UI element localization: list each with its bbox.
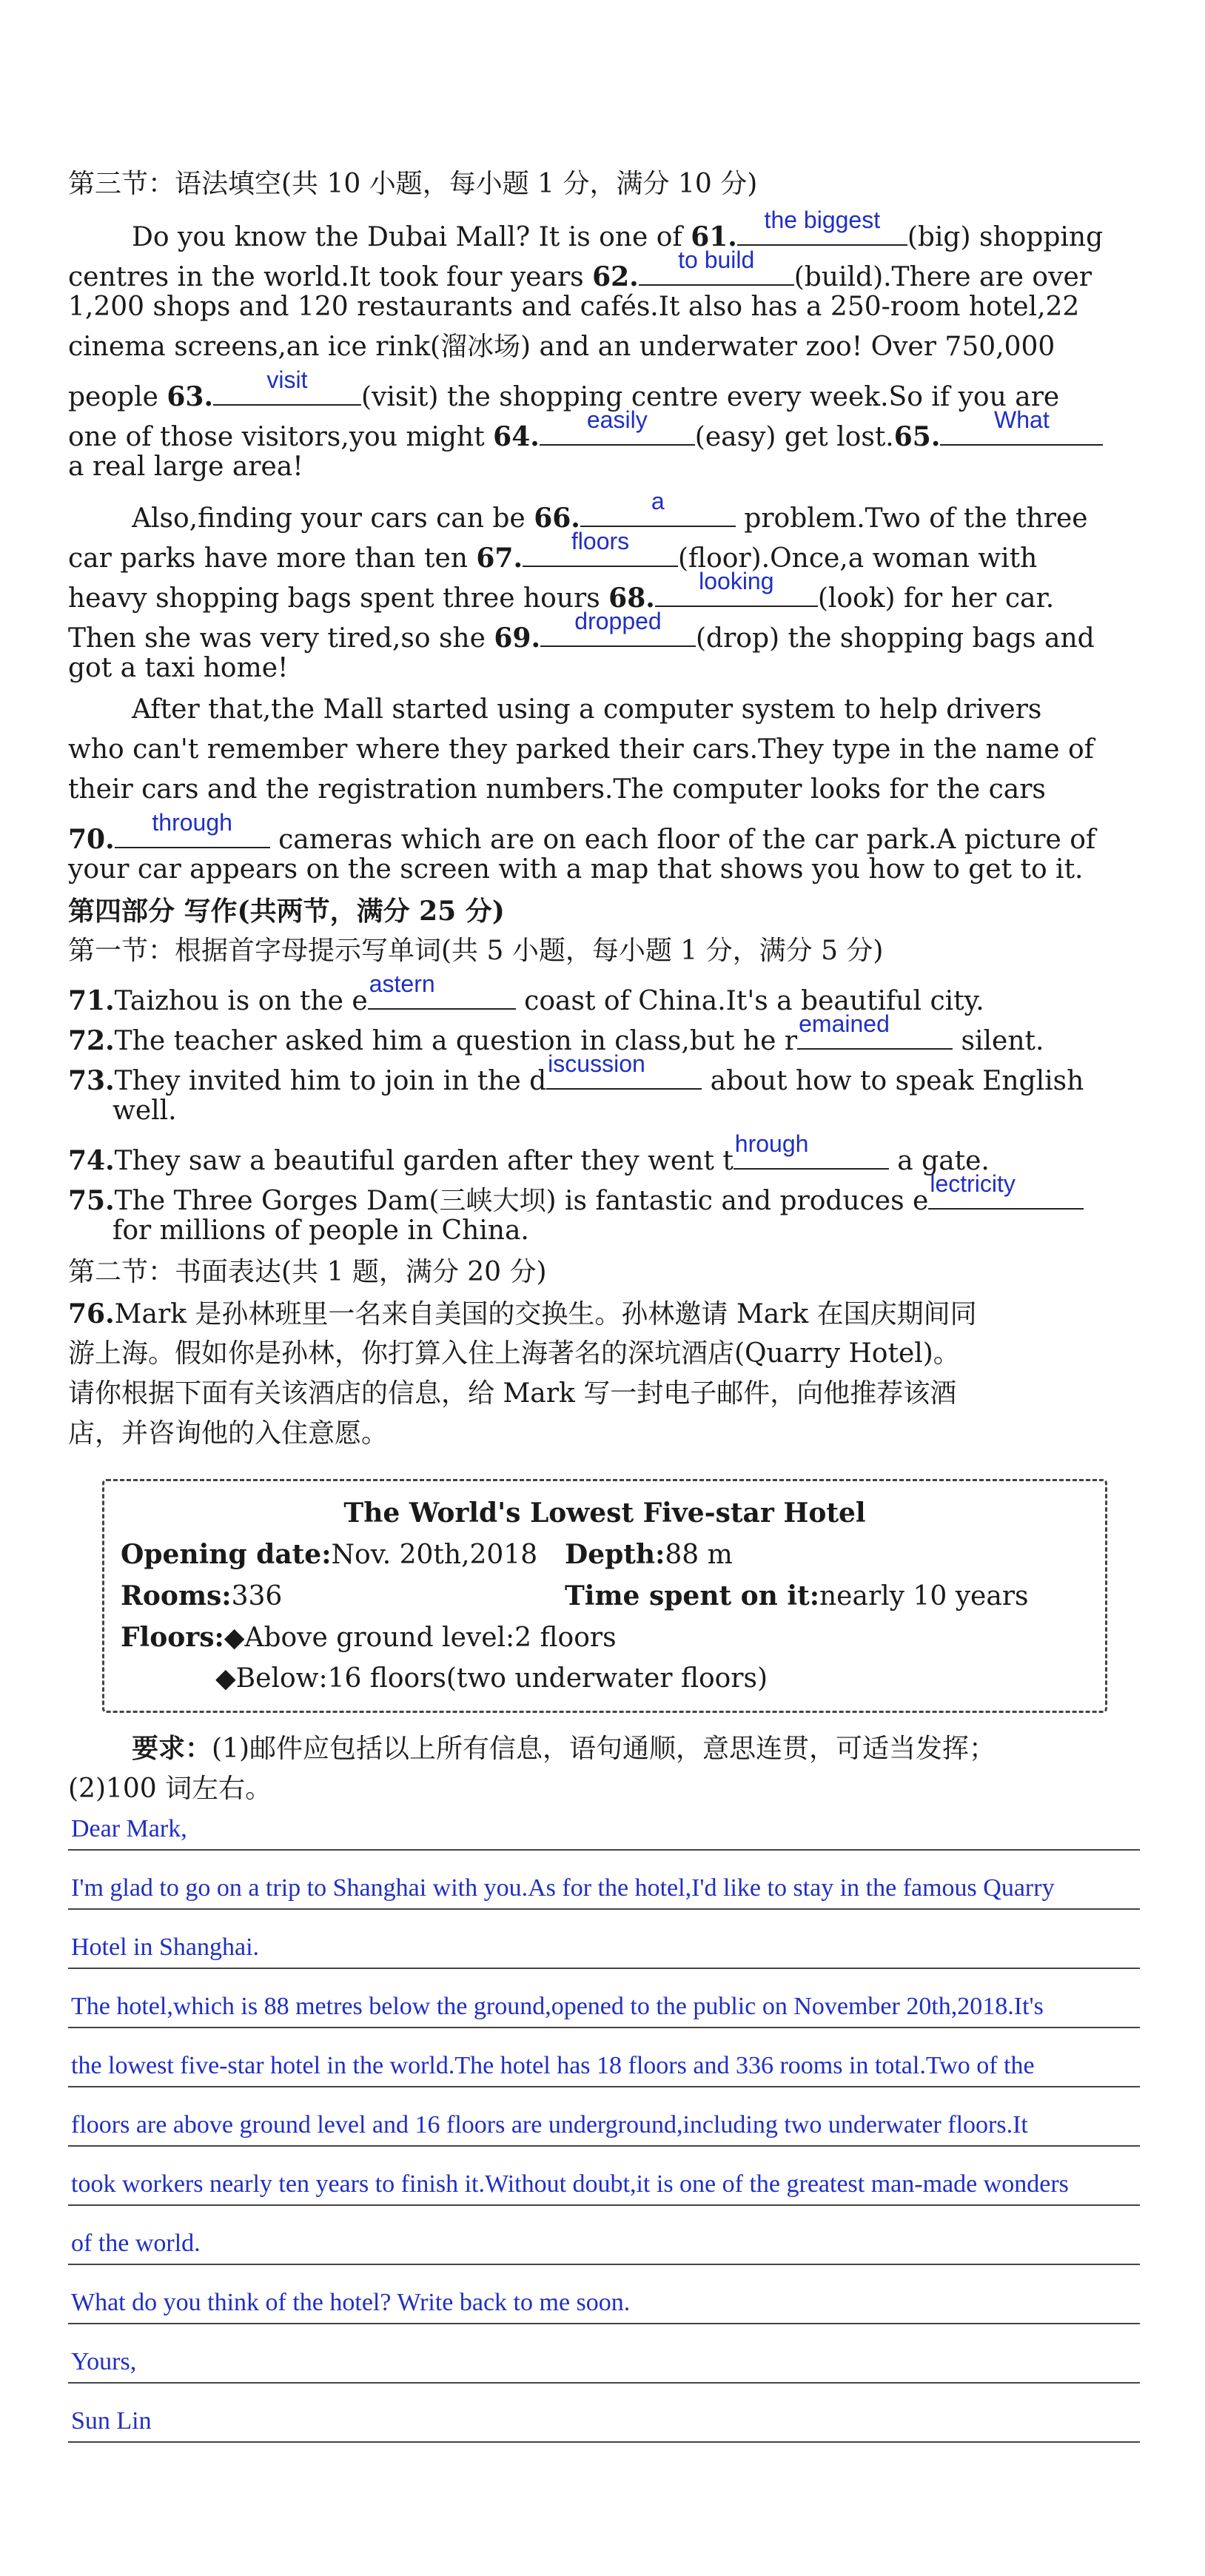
p1-line7: a real large area! [68,452,303,482]
hotel-floors-below: ◆Below:16 floors(two underwater floors) [215,1663,768,1694]
p3-line4: 70. through cameras which are on each floor of the car park.A picture of [68,809,1096,855]
essay-line-9[interactable]: What do you think of the hotel? Write back to me soon. [68,2265,1140,2324]
p1-line6: one of those visitors,you might 64. easily (easy) get lost.65. What [68,407,1103,457]
item-75-cont: for millions of people in China. [113,1215,529,1246]
p1-line4: cinema screens,an ice rink(溜冰场) and an underwater zoo! Over 750,000 [68,332,1055,362]
blank-65[interactable]: What [940,407,1103,446]
q76-line2: 游上海。假如你是孙林，你打算入住上海著名的深坑酒店(Quarry Hotel)。 [68,1338,960,1369]
requirements-line2: (2)100 词左右。 [68,1774,272,1804]
hotel-depth: Depth:88 m [565,1539,733,1570]
p2-line5: got a taxi home! [68,653,289,683]
p1-line3: 1,200 shops and 120 restaurants and cafés.It also has a 250-room hotel,22 [68,292,1080,322]
blank-68[interactable]: looking [655,568,818,607]
section3-heading: 第三节：语法填空(共 10 小题，每小题 1 分，满分 10 分) [68,169,758,199]
essay-line-6[interactable]: floors are above ground level and 16 floors are underground,including two underwater floors.It [68,2087,1140,2147]
hotel-info-box [102,1479,1107,1713]
hotel-time-spent: Time spent on it:nearly 10 years [565,1580,1029,1611]
p3-line5: your car appears on the screen with a map that shows you how to get to it. [68,854,1084,885]
p3-line3: their cars and the registration numbers.The computer looks for the cars [68,774,1046,805]
item-73-cont: well. [113,1096,177,1126]
item-74: 74.They saw a beautiful garden after they went t hrough a gate. [68,1130,990,1176]
blank-69[interactable]: dropped [540,608,696,647]
item-71: 71.Taizhou is on the e astern coast of China.It's a beautiful city. [68,970,984,1016]
p2-line2: car parks have more than ten 67. floors (floor).Once,a woman with [68,528,1038,574]
hotel-opening-date: Opening date:Nov. 20th,2018 [121,1539,538,1570]
item-72: 72.The teacher asked him a question in class,but he r emained silent. [68,1010,1044,1056]
requirements-line1: 要求：(1)邮件应包括以上所有信息，语句通顺，意思连贯，可适当发挥； [132,1733,996,1764]
blank-63[interactable]: visit [213,367,361,406]
hotel-box-title: The World's Lowest Five-star Hotel [343,1497,866,1529]
essay-line-2[interactable]: I'm glad to go on a trip to Shanghai with you.As for the hotel,I'd like to stay in the famous Quarry [68,1851,1140,1910]
essay-line-8[interactable]: of the world. [68,2206,1140,2265]
blank-73[interactable]: iscussion [546,1051,702,1090]
hotel-floors-above: Floors:◆Above ground level:2 floors [121,1622,617,1653]
essay-line-4[interactable]: The hotel,which is 88 metres below the ground,opened to the public on November 20th,2018.It's [68,1969,1140,2028]
essay-line-10[interactable]: Yours, [68,2324,1140,2384]
essay-line-7[interactable]: took workers nearly ten years to finish it.Without doubt,it is one of the greatest man-made wonders [68,2147,1140,2206]
hotel-rooms: Rooms:336 [121,1580,283,1611]
blank-72[interactable]: emained [797,1011,953,1050]
essay-line-3[interactable]: Hotel in Shanghai. [68,1910,1140,1969]
blank-67[interactable]: floors [523,529,678,567]
essay-line-11[interactable]: Sun Lin [68,2384,1140,2443]
p2-line1: Also,finding your cars can be 66. a problem.Two of the three [132,488,1088,534]
blank-70[interactable]: through [115,810,270,848]
p1-line2: centres in the world.It took four years 62. to build (build).There are over [68,246,1092,292]
p2-line3: heavy shopping bags spent three hours 68. looking (look) for her car. [68,568,1055,614]
blank-74[interactable]: hrough [734,1131,889,1170]
q76-line4: 店，并咨询他的入住意愿。 [68,1418,389,1449]
p1-line1: Do you know the Dubai Mall? It is one of 61. the biggest (big) shopping [132,207,1104,252]
part4-sec1-heading: 第一节：根据首字母提示写单词(共 5 小题，每小题 1 分，满分 5 分) [68,936,884,966]
p2-line4: Then she was very tired,so she 69. dropped (drop) the shopping bags and [68,608,1095,654]
p3-line2: who can't remember where they parked their cars.They type in the name of [68,734,1094,765]
blank-75[interactable]: lectricity [928,1171,1084,1210]
blank-66[interactable]: a [580,489,736,527]
blank-71[interactable]: astern [368,971,516,1010]
essay-line-1[interactable]: Dear Mark, [68,1791,1140,1851]
essay-line-5[interactable]: the lowest five-star hotel in the world.The hotel has 18 floors and 336 rooms in total.Two of the [68,2028,1140,2087]
item-73: 73.They invited him to join in the d iscussion about how to speak English [68,1050,1084,1096]
blank-61[interactable]: the biggest [737,207,907,246]
part4-sec2-heading: 第二节：书面表达(共 1 题，满分 20 分) [68,1257,547,1287]
blank-62[interactable]: to build [639,247,794,286]
item-75: 75.The Three Gorges Dam(三峡大坝) is fantastic and produces e lectricity [68,1171,1084,1221]
p1-line5: people 63. visit (visit) the shopping centre every week.So if you are [68,366,1060,412]
p3-line1: After that,the Mall started using a computer system to help drivers [132,694,1042,725]
part4-heading: 第四部分 写作(共两节，满分 25 分) [68,896,505,927]
blank-64[interactable]: easily [540,407,695,446]
q76-line1: 76.Mark 是孙林班里一名来自美国的交换生。孙林邀请 Mark 在国庆期间同 [68,1298,977,1329]
q76-line3: 请你根据下面有关该酒店的信息，给 Mark 写一封电子邮件，向他推荐该酒 [68,1378,957,1409]
